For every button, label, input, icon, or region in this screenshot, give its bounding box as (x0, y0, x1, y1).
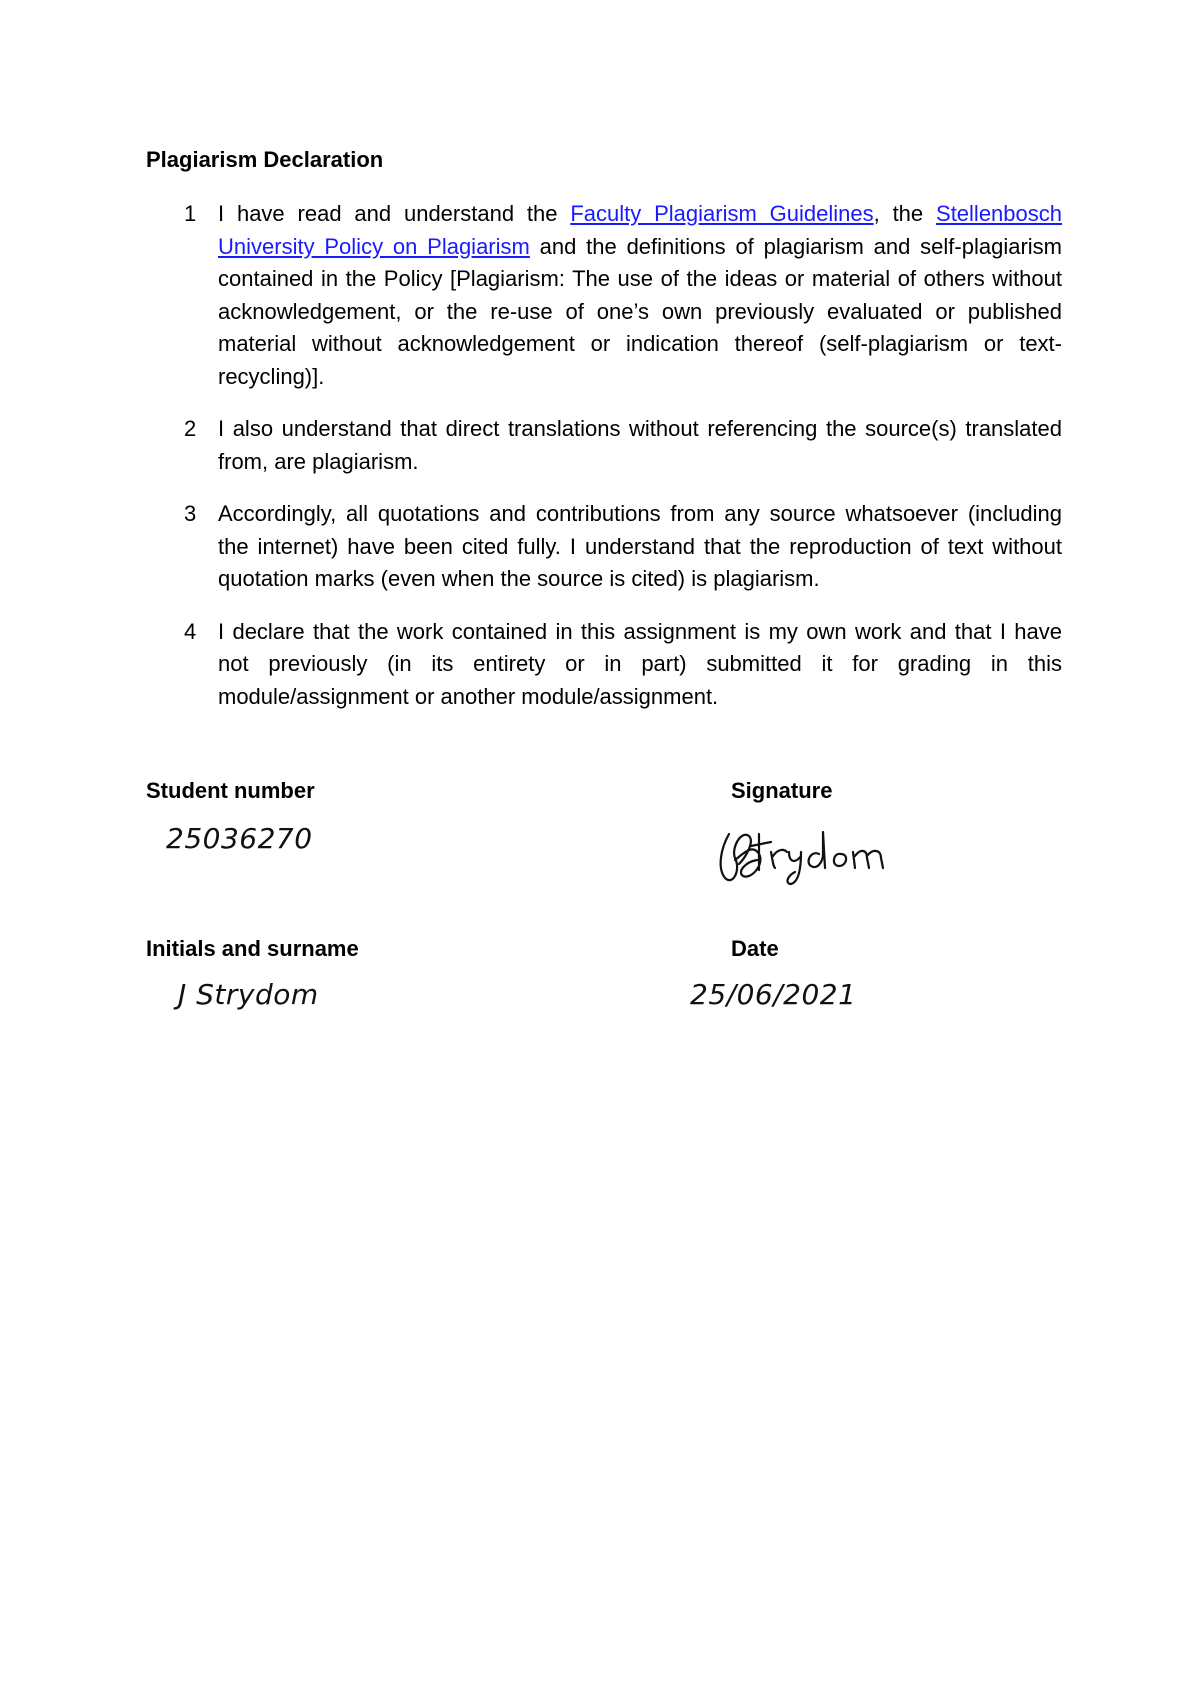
faculty-guidelines-link[interactable]: Faculty Plagiarism Guidelines (570, 201, 874, 226)
item-text: and the definitions of plagiarism and self-plagiarism contained in the Policy [Plagiarism: The use of the ideas or material of others without acknowledgement, or the re-use of one’s own previously evaluated or published material without acknowledgement or indication thereof (self-plagiarism or text-recycling)]. (218, 233, 1062, 389)
student-number-label: Student number (146, 778, 315, 803)
signature-image (715, 818, 905, 890)
initials-surname-value: J Strydom (178, 978, 319, 1011)
item-number: 1 (184, 201, 197, 226)
item-text: Accordingly, all quotations and contributions from any source whatsoever (including the internet) have been cited fully. I understand that the reproduction of text without quotation marks (even when the source is cited) is plagiarism. (218, 501, 1062, 591)
item-text: , the (873, 201, 937, 226)
university-policy-link[interactable]: Stellenbosch University Policy on Plagiarism (218, 201, 1062, 259)
item-number: 4 (184, 618, 197, 644)
declaration-list (146, 198, 1062, 733)
item-number: 3 (184, 501, 197, 526)
student-number-value: 25036270 (166, 822, 313, 855)
item-number: 2 (184, 416, 197, 441)
declaration-item-1 (146, 198, 1062, 393)
date-label: Date (731, 936, 779, 961)
item-text: I declare that the work contained in this assignment is my own work and that I have not previously (in its entirety or in part) submitted it for grading in this module/assignment or another module/assignment. (218, 618, 1062, 709)
item-text: I have read and understand the (218, 201, 571, 226)
signature-label: Signature (731, 778, 833, 803)
declaration-item-4 (146, 616, 1062, 714)
item-text: I also understand that direct translations without referencing the source(s) translated from, are plagiarism. (218, 416, 1062, 474)
page-title: Plagiarism Declaration (146, 147, 384, 172)
date-value: 25/06/2021 (690, 978, 857, 1011)
declaration-item-2 (146, 413, 1062, 478)
initials-surname-label: Initials and surname (146, 936, 359, 961)
declaration-item-3 (146, 498, 1062, 596)
